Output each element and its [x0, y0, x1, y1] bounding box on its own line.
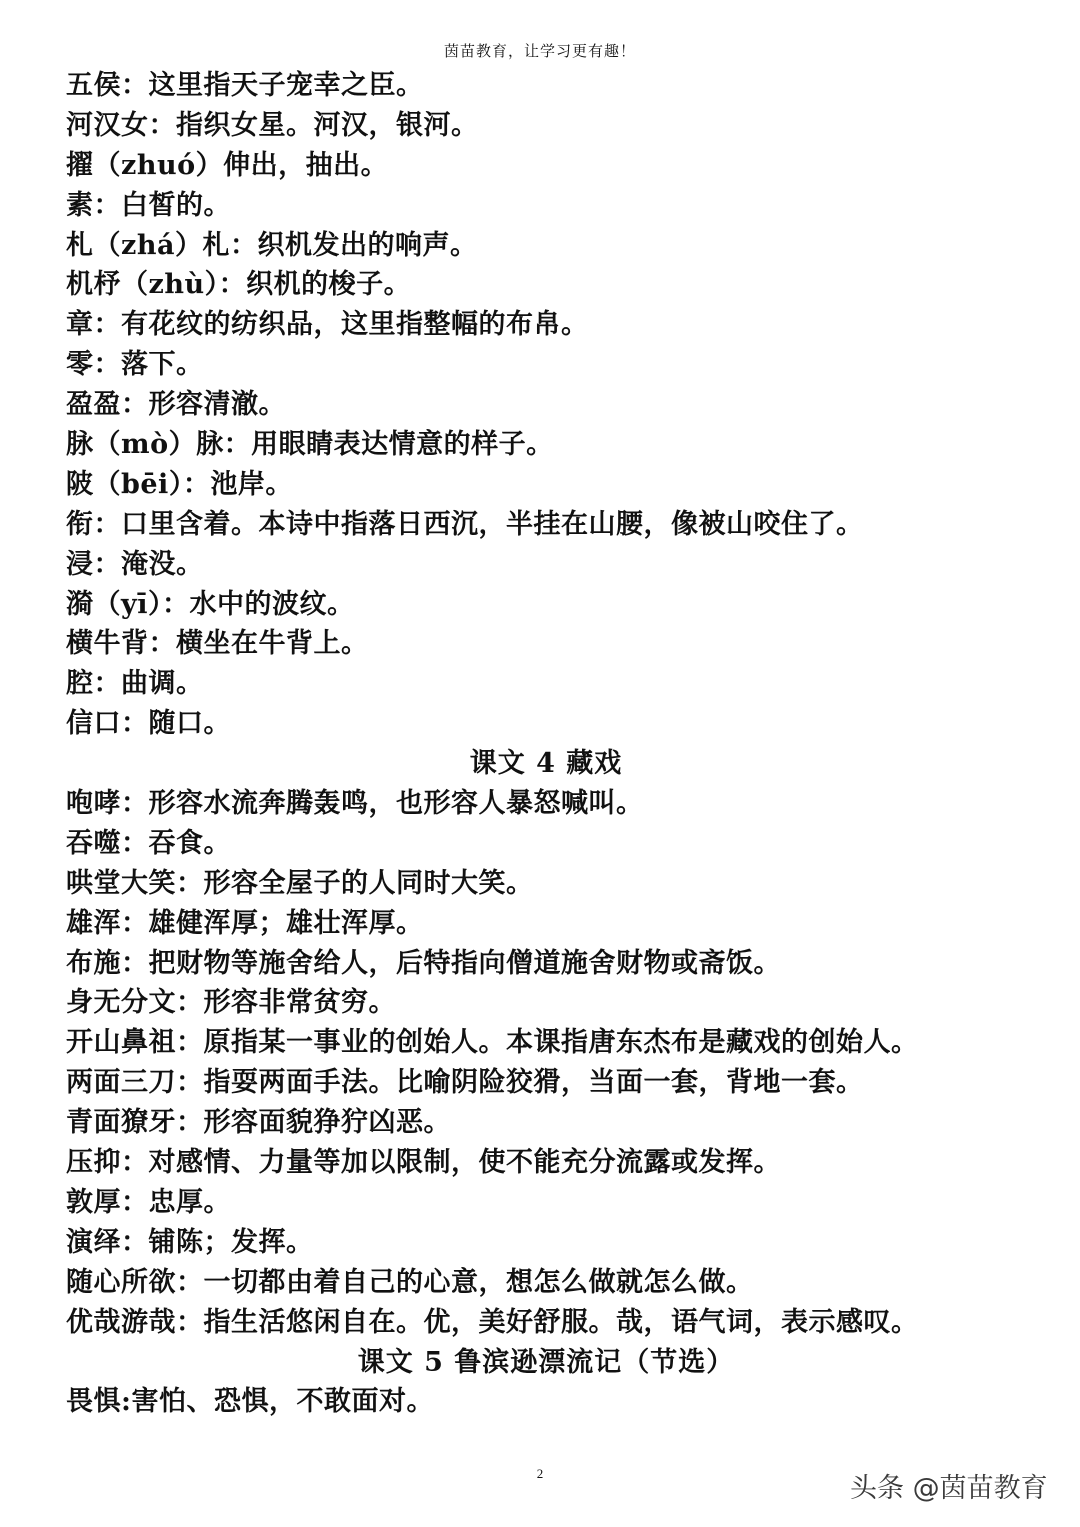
definition-line: 身无分文：形容非常贫穷。 [66, 987, 396, 1019]
definition-line: 河汉女：指织女星。河汉，银河。 [66, 109, 479, 141]
definition-line: 畏惧:害怕、恐惧，不敢面对。 [66, 1386, 434, 1418]
definition-line: 布施：把财物等施舍给人，后特指向僧道施舍财物或斋饭。 [66, 947, 781, 979]
definition-line: 章：有花纹的纺织品，这里指整幅的布帛。 [66, 309, 589, 341]
definition-line: 随心所欲：一切都由着自己的心意，想怎么做就怎么做。 [66, 1266, 754, 1298]
page-number: 2 [536, 1466, 544, 1481]
definition-line: 衔：口里含着。本诗中指落日西沉，半挂在山腰，像被山咬住了。 [66, 508, 864, 540]
definition-line: 吞噬：吞食。 [66, 827, 231, 859]
definition-line: 腔：曲调。 [66, 668, 204, 700]
definition-line: 素：白皙的。 [66, 189, 231, 221]
page-header: 茵苗教育，让学习更有趣！ [443, 42, 636, 60]
definition-line: 擢（zhuó）伸出，抽出。 [66, 149, 389, 181]
definition-line: 优哉游哉：指生活悠闲自在。优，美好舒服。哉，语气词，表示感叹。 [66, 1306, 919, 1338]
definition-line: 脉（mò）脉：用眼睛表达情意的样子。 [66, 429, 554, 461]
definition-line: 压抑：对感情、力量等加以限制，使不能充分流露或发挥。 [66, 1147, 781, 1179]
watermark: 头条 @茵苗教育 [850, 1473, 1048, 1504]
definition-line: 零：落下。 [66, 349, 204, 381]
definition-line: 开山鼻祖：原指某一事业的创始人。本课指唐东杰布是藏戏的创始人。 [66, 1027, 919, 1059]
definition-line: 哄堂大笑：形容全屋子的人同时大笑。 [66, 867, 534, 899]
definition-line: 漪（yī）：水中的波纹。 [66, 588, 355, 620]
definition-line: 信口：随口。 [66, 708, 231, 740]
definition-line: 陂（bēi）：池岸。 [66, 468, 293, 500]
section-heading-lesson-4: 课文 4 藏戏 [469, 748, 623, 780]
definition-line: 五侯：这里指天子宠幸之臣。 [66, 70, 424, 101]
definition-line: 青面獠牙：形容面貌狰狞凶恶。 [66, 1107, 451, 1139]
definition-line: 札（zhá）札：织机发出的响声。 [66, 229, 478, 261]
definition-line: 机杼（zhù）：织机的梭子。 [66, 269, 412, 301]
definition-line: 雄浑：雄健浑厚；雄壮浑厚。 [66, 907, 424, 939]
definition-line: 横牛背：横坐在牛背上。 [66, 628, 369, 660]
definition-line: 敦厚：忠厚。 [66, 1186, 231, 1218]
definition-line: 盈盈：形容清澈。 [66, 389, 286, 421]
definition-list-lesson-4 [66, 784, 1026, 1342]
definition-line: 咆哮：形容水流奔腾轰鸣，也形容人暴怒喊叫。 [66, 788, 644, 820]
definition-line: 演绎：铺陈；发挥。 [66, 1226, 314, 1258]
section-heading-lesson-5: 课文 5 鲁滨逊漂流记（节选） [357, 1346, 735, 1378]
definition-line: 两面三刀：指耍两面手法。比喻阴险狡猾，当面一套，背地一套。 [66, 1067, 864, 1099]
definition-line: 浸：淹没。 [66, 548, 204, 580]
definition-list-lesson-5 [66, 1382, 1026, 1422]
document-body [66, 66, 1026, 1422]
definition-list-poems [66, 66, 1026, 744]
